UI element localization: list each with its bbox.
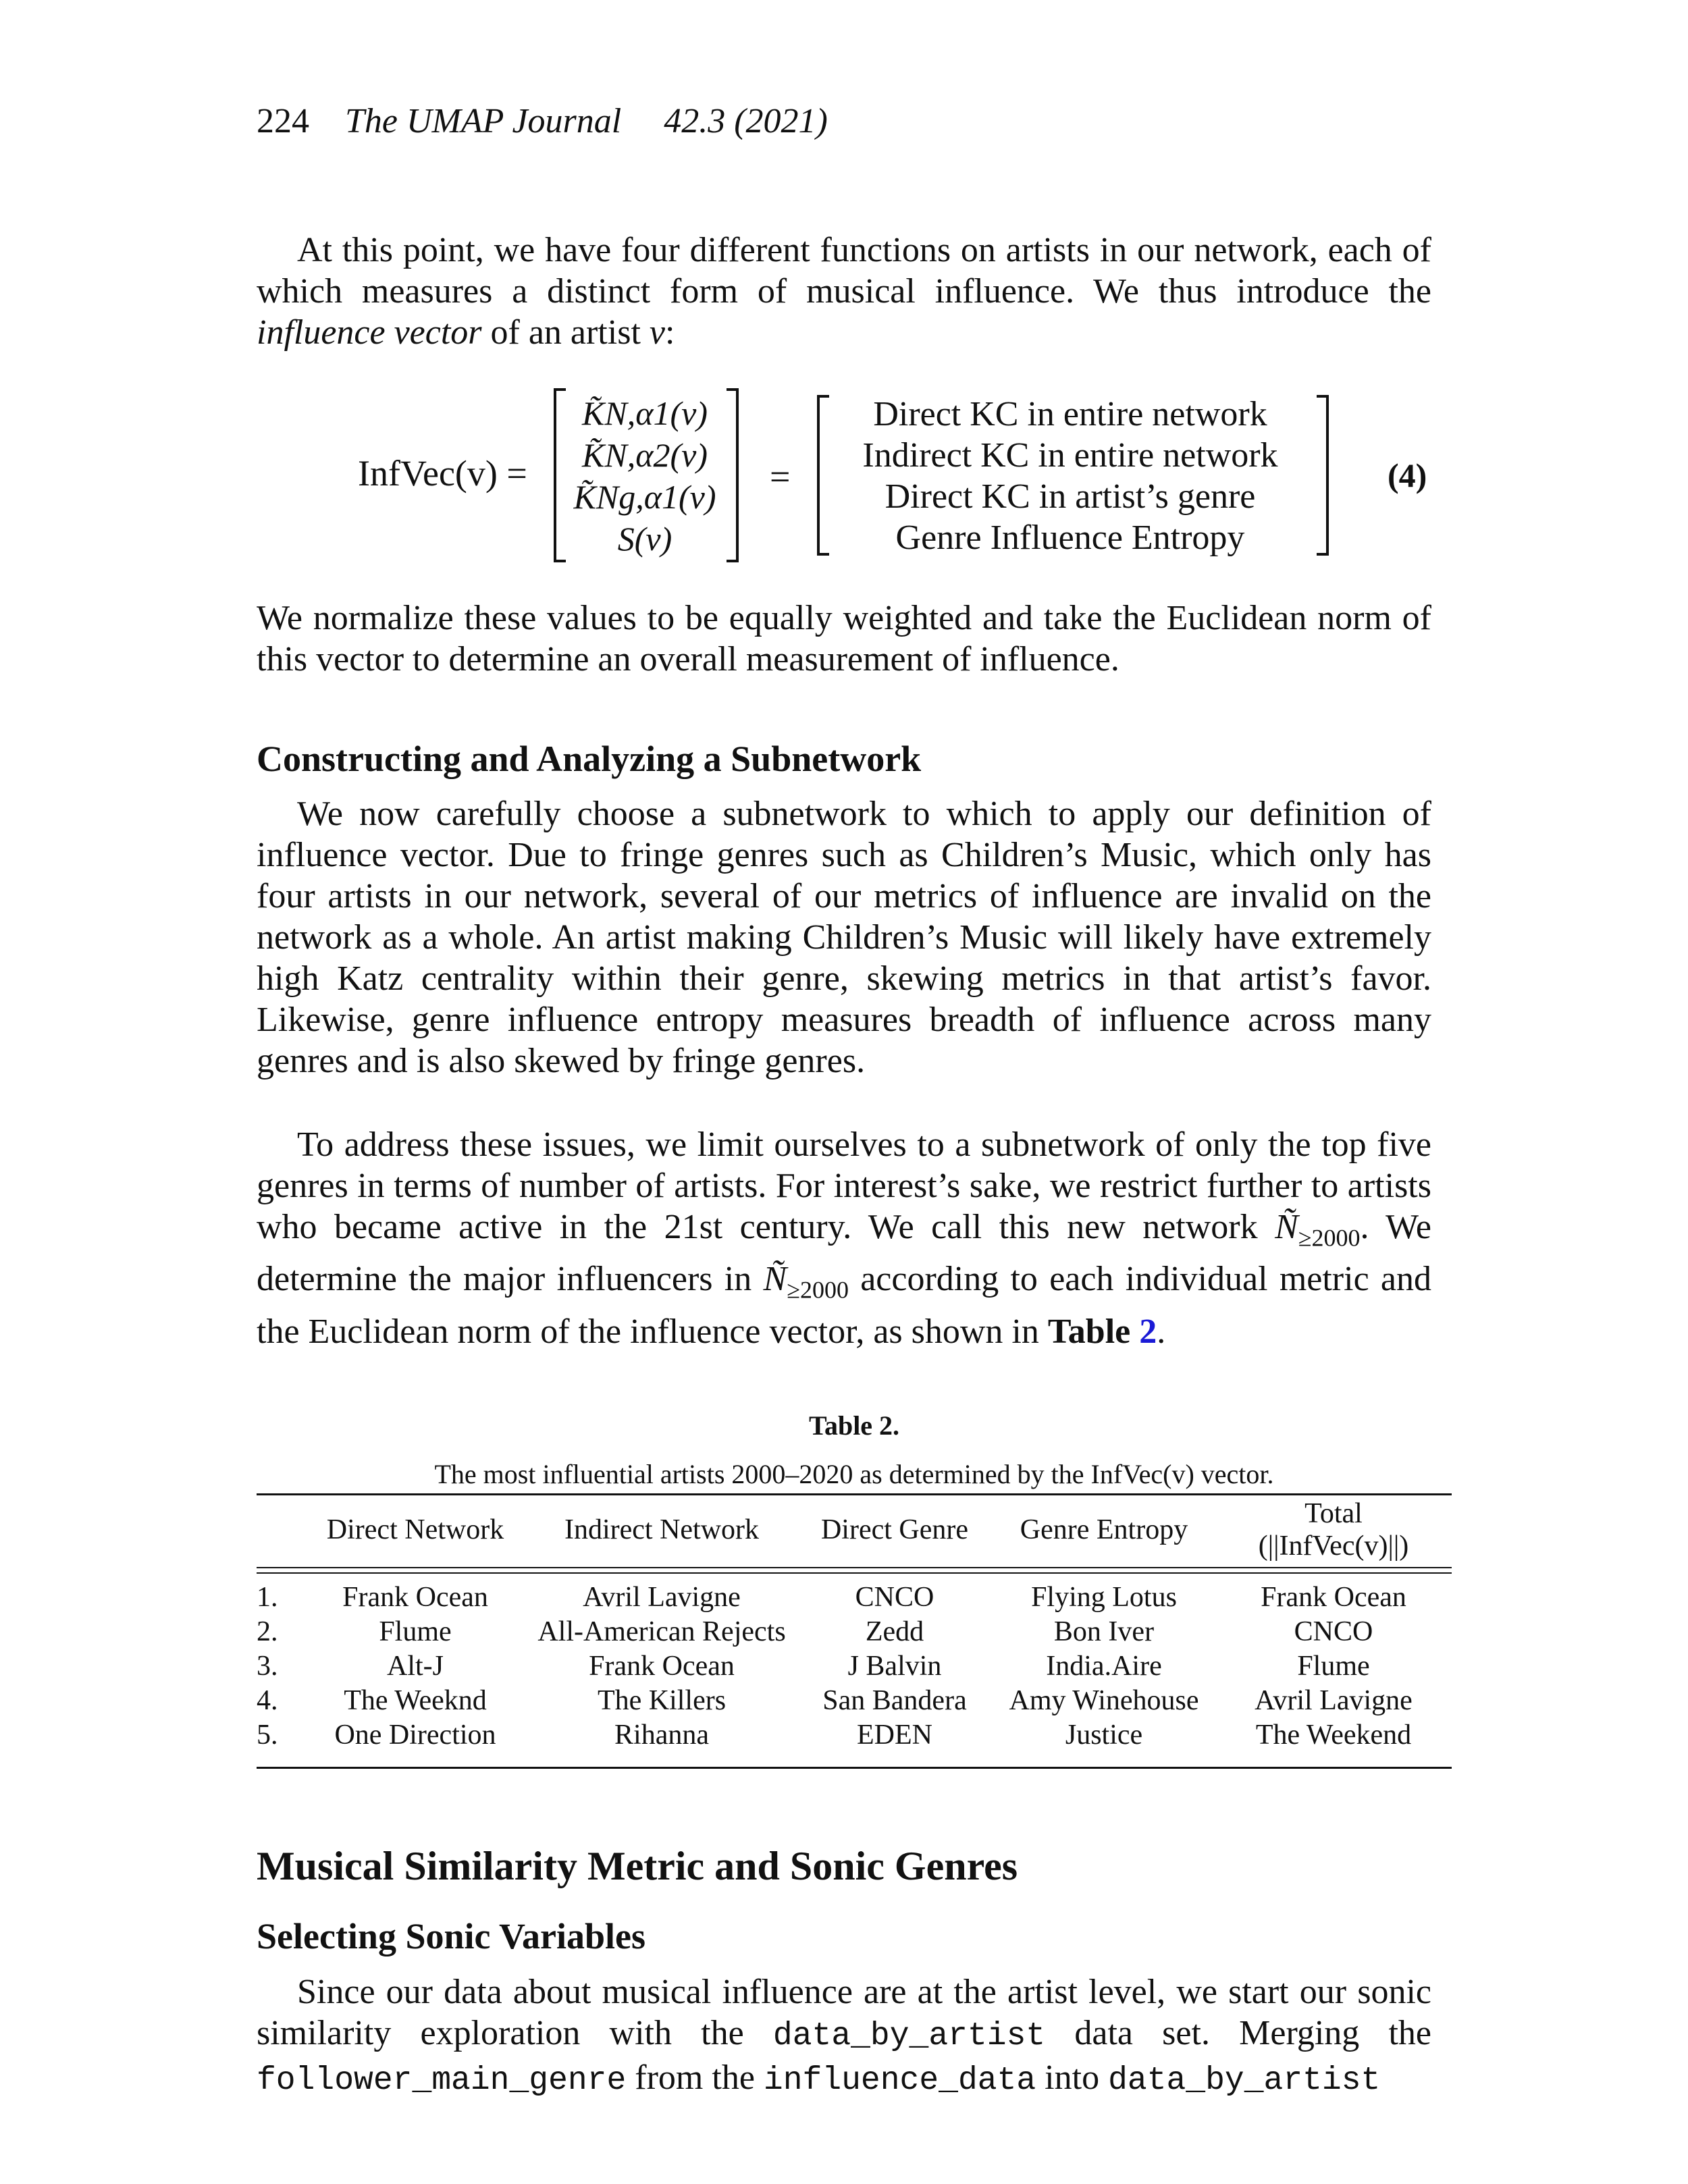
total-label: Total <box>1304 1498 1363 1529</box>
table-header <box>257 1496 1452 1564</box>
intro-colon: : <box>664 313 675 352</box>
table-cell: The Killers <box>597 1684 727 1716</box>
table-cell: Bon Iver <box>1053 1616 1155 1647</box>
table-cell: All-American Rejects <box>537 1616 786 1647</box>
col-header-direct-genre: Direct Genre <box>820 1514 969 1545</box>
rank-header <box>257 1496 304 1564</box>
col-header-total <box>1215 1496 1452 1564</box>
description-4: Genre Influence Entropy <box>895 518 1245 557</box>
description-3: Direct KC in artist’s genre <box>885 477 1256 516</box>
table-cell: San Bandera <box>822 1684 967 1716</box>
p2-text-b: . We determine the major influencers in <box>257 1208 1431 1299</box>
table-cell: Rihanna <box>614 1719 709 1751</box>
subsection-heading: Constructing and Analyzing a Subnetwork <box>257 739 922 779</box>
table-cell: CNCO <box>855 1581 934 1613</box>
right-bracket-2 <box>1317 395 1329 556</box>
description-1: Direct KC in entire network <box>873 395 1267 433</box>
rank-cell: 5. <box>257 1719 278 1751</box>
equals-sign: = <box>770 456 791 497</box>
description-2: Indirect KC in entire network <box>862 436 1278 475</box>
p2-text-c: according to each individual metric and the Euclidean norm of the influence vector, as shown in <box>257 1260 1431 1351</box>
p2-text-a: To address these issues, we limit ourselves to a subnetwork of only the top five genres in terms of number of artists. For interest’s sake, we restrict further to artists who became active in the 21st century. We call this new network <box>257 1125 1431 1246</box>
table-cell: Zedd <box>865 1616 924 1647</box>
component-4: S(v) <box>617 520 672 558</box>
table-header-row <box>257 1496 1452 1564</box>
description-vector <box>827 394 1313 558</box>
network-symbol-2 <box>763 1260 849 1304</box>
code-follower-main-genre: follower_main_genre <box>257 2062 627 2099</box>
table-ref-word: Table <box>1047 1312 1140 1351</box>
component-3: K̃Ng,α1(v) <box>573 478 716 516</box>
equation-4 <box>257 388 1431 564</box>
n-tilde: Ñ <box>1275 1208 1298 1246</box>
sonic-text-b: data set. Merging the <box>1045 2014 1431 2052</box>
col-header-indirect-network: Indirect Network <box>564 1514 760 1545</box>
subnetwork-paragraph-2 <box>257 1124 1431 1352</box>
network-symbol <box>1275 1208 1361 1252</box>
sonic-text-c: from the <box>626 2058 764 2097</box>
n-subscript: ≥2000 <box>1298 1224 1361 1252</box>
equation-number: (4) <box>1388 456 1427 494</box>
col-header-genre-entropy: Genre Entropy <box>1020 1514 1188 1545</box>
total-formula: (||InfVec(v)||) <box>1258 1530 1409 1562</box>
table-ref-link[interactable]: 2 <box>1139 1312 1157 1351</box>
code-influence-data: influence_data <box>763 2062 1036 2099</box>
table-cell: Justice <box>1065 1719 1143 1751</box>
table-caption: The most influential artists 2000–2020 as determined by the InfVec(v) vector. <box>434 1459 1274 1489</box>
sonic-text-d: into <box>1036 2058 1109 2097</box>
equation-lhs: InfVec(v) = <box>358 453 527 494</box>
sonic-text-a: Since our data about musical influence are at the artist level, we start our sonic similarity exploration with the <box>257 1973 1431 2052</box>
table-cell: The Weekend <box>1255 1719 1412 1751</box>
normalize-paragraph: We normalize these values to be equally weighted and take the Euclidean norm of this vector to determine an overall measurement of influence. <box>257 599 1431 678</box>
sonic-variables-paragraph <box>257 1971 1431 2102</box>
table-cell: Frank Ocean <box>342 1581 488 1613</box>
journal-title: The UMAP Journal <box>345 102 622 140</box>
var-v: v <box>649 313 665 352</box>
table-bottom-rule <box>257 1767 1452 1769</box>
table-cell: Frank Ocean <box>589 1650 735 1682</box>
table-cell: Flume <box>1297 1650 1370 1682</box>
table-cell: Flying Lotus <box>1031 1581 1177 1613</box>
table-cell: Avril Lavigne <box>1255 1684 1413 1716</box>
rank-cell: 4. <box>257 1684 278 1716</box>
table-row <box>257 1649 1452 1683</box>
table-header-rule-2 <box>257 1572 1452 1574</box>
n-tilde-2: Ñ <box>763 1260 787 1299</box>
table-cell: India.Aire <box>1046 1650 1162 1682</box>
code-data-by-artist: data_by_artist <box>772 2018 1046 2054</box>
table-cell: J Balvin <box>847 1650 942 1682</box>
table-label: Table 2. <box>808 1410 900 1441</box>
table-cell: CNCO <box>1294 1616 1373 1647</box>
p2-period: . <box>1157 1312 1166 1351</box>
table-row <box>257 1683 1452 1717</box>
table-cell: Alt-J <box>387 1650 444 1682</box>
table-cell: Frank Ocean <box>1261 1581 1406 1613</box>
col-header-direct-network: Direct Network <box>326 1514 504 1545</box>
table-cell: EDEN <box>857 1719 932 1751</box>
rank-cell: 1. <box>257 1581 278 1613</box>
subnetwork-paragraph-1: We now carefully choose a subnetwork to which to apply our definition of influence vector. Due to fringe genres such as Children’s Music, which only has four artists in our network, several of our metrics of influence are invalid on the network as a whole. An artist making Children’s Music will likely have extremely high Katz centrality within their genre, skewing metrics in that artist’s favor. Likewise, genre influence entropy measures breadth of influence across many genres and is also skewed by fringe genres. <box>257 795 1431 1080</box>
subsection-heading-2: Selecting Sonic Variables <box>257 1916 646 1956</box>
page-number: 224 <box>257 102 309 140</box>
table-cell: One Direction <box>334 1719 496 1751</box>
table-row <box>257 1717 1452 1752</box>
component-1: K̃N,α1(v) <box>582 394 708 432</box>
n-subscript-2: ≥2000 <box>787 1276 849 1304</box>
table-row <box>257 1580 1452 1614</box>
running-header <box>257 101 828 141</box>
results-table <box>257 1580 1452 1752</box>
intro-text-2: of an artist <box>481 313 650 352</box>
right-bracket-1 <box>727 388 739 562</box>
influence-vector-term: influence vector <box>257 313 482 352</box>
table-cell: Avril Lavigne <box>583 1581 741 1613</box>
section-heading: Musical Similarity Metric and Sonic Genres <box>257 1844 1018 1888</box>
rank-cell: 3. <box>257 1650 278 1682</box>
rank-cell: 2. <box>257 1616 278 1647</box>
table-cell: Flume <box>379 1616 452 1647</box>
journal-volume: 42.3 (2021) <box>664 102 828 140</box>
intro-text: At this point, we have four different functions on artists in our network, each of which measures a distinct form of musical influence. We thus introduce the <box>257 231 1431 311</box>
table-cell: Amy Winehouse <box>1009 1684 1199 1716</box>
table-top-rule <box>257 1493 1452 1495</box>
component-vector <box>560 392 729 560</box>
component-2: K̃N,α2(v) <box>582 436 708 474</box>
code-data-by-artist-2: data_by_artist <box>1108 2062 1381 2099</box>
intro-paragraph <box>257 230 1431 353</box>
table-row <box>257 1614 1452 1649</box>
table-cell: The Weeknd <box>344 1684 487 1716</box>
table-header-rule-1 <box>257 1567 1452 1568</box>
